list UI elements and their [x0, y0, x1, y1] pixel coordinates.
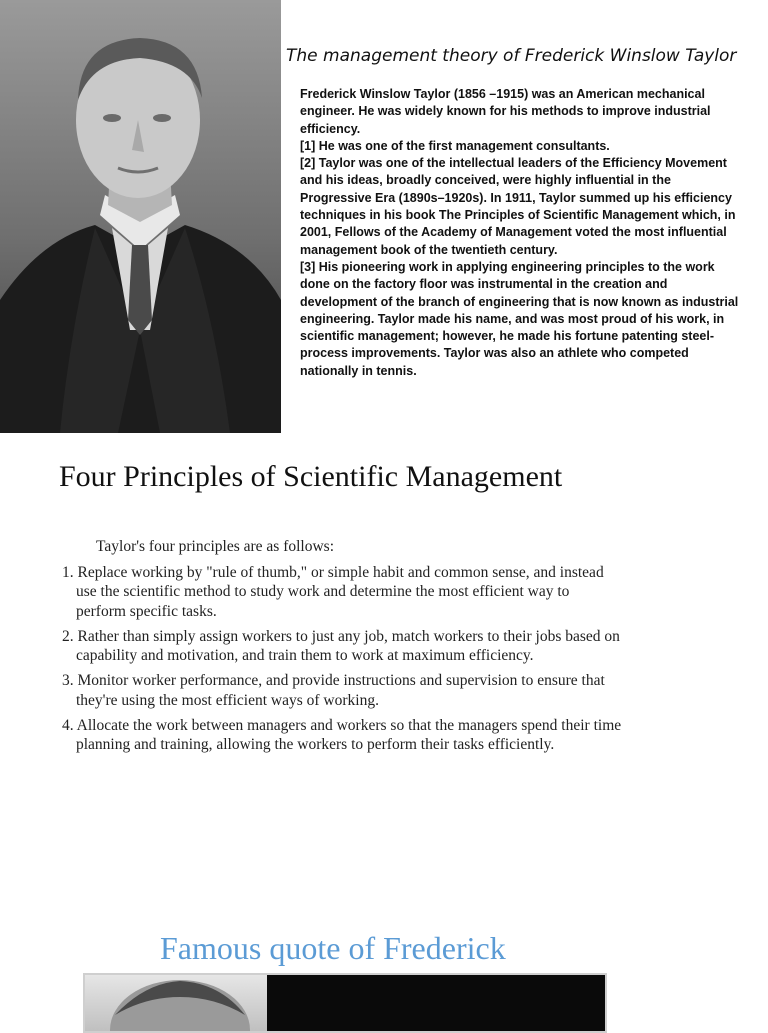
item-text: Rather than simply assign workers to just any job, match workers to their jobs based on capability and motivation, and train them to work at maximum efficiency.	[76, 627, 620, 665]
portrait-illustration	[0, 0, 281, 433]
bio-paragraph: Frederick Winslow Taylor (1856 –1915) was an American mechanical engineer. He was widely known for his methods to improve industrial efficiency.	[300, 87, 711, 136]
item-number: 4.	[62, 717, 77, 735]
bio-paragraph: [2] Taylor was one of the intellectual leaders of the Efficiency Movement and his ideas, broadly conceived, were highly influential in the Progressive Era (1890s–1920s). In 1911, Taylor summed up his efficiency techniques in his book The Principles of Scientific Management which, in 2001, Fellows of the Academy of Management voted the most influential management book of the twentieth century.	[300, 156, 736, 257]
item-text: Replace working by "rule of thumb," or simple habit and common sense, and instead use the scientific method to study work and determine the most efficient way to perform specific tasks.	[76, 564, 604, 620]
item-number: 2.	[62, 627, 78, 645]
quote-heading: Famous quote of Frederick	[160, 930, 506, 966]
item-number: 3.	[62, 672, 78, 690]
item-text: Allocate the work between managers and workers so that the managers spend their time planning and training, allowing the workers to perform their tasks efficiently.	[76, 717, 622, 754]
biography-text	[300, 86, 740, 380]
principles-intro: Taylor's four principles are as follows:	[96, 538, 335, 555]
list-item	[62, 563, 622, 621]
quote-portrait-illustration	[85, 975, 267, 1033]
quote-portrait-photo	[85, 975, 267, 1033]
bio-paragraph: [3] His pioneering work in applying engineering principles to the work done on the factory floor was instrumental in the creation and development of the branch of engineering that is now known as industrial engineering. Taylor made his name, and was most proud of his work, in scientific management; however, he made his fortune patenting steel-process improvements. Taylor was also an athlete who competed nationally in tennis.	[300, 259, 739, 378]
taylor-portrait-photo	[0, 0, 281, 433]
principles-heading: Four Principles of Scientific Management	[59, 460, 563, 493]
item-number: 1.	[62, 564, 78, 581]
item-text: Monitor worker performance, and provide instructions and supervision to ensure that they're using the most efficient ways of working.	[76, 672, 605, 709]
list-item	[62, 671, 622, 710]
page-title: The management theory of Frederick Winslow Taylor	[286, 46, 737, 66]
quote-image	[83, 973, 607, 1033]
list-item	[62, 716, 622, 755]
principles-list	[62, 563, 622, 761]
bio-paragraph: [1] He was one of the first management consultants.	[300, 138, 610, 153]
list-item	[62, 627, 622, 666]
